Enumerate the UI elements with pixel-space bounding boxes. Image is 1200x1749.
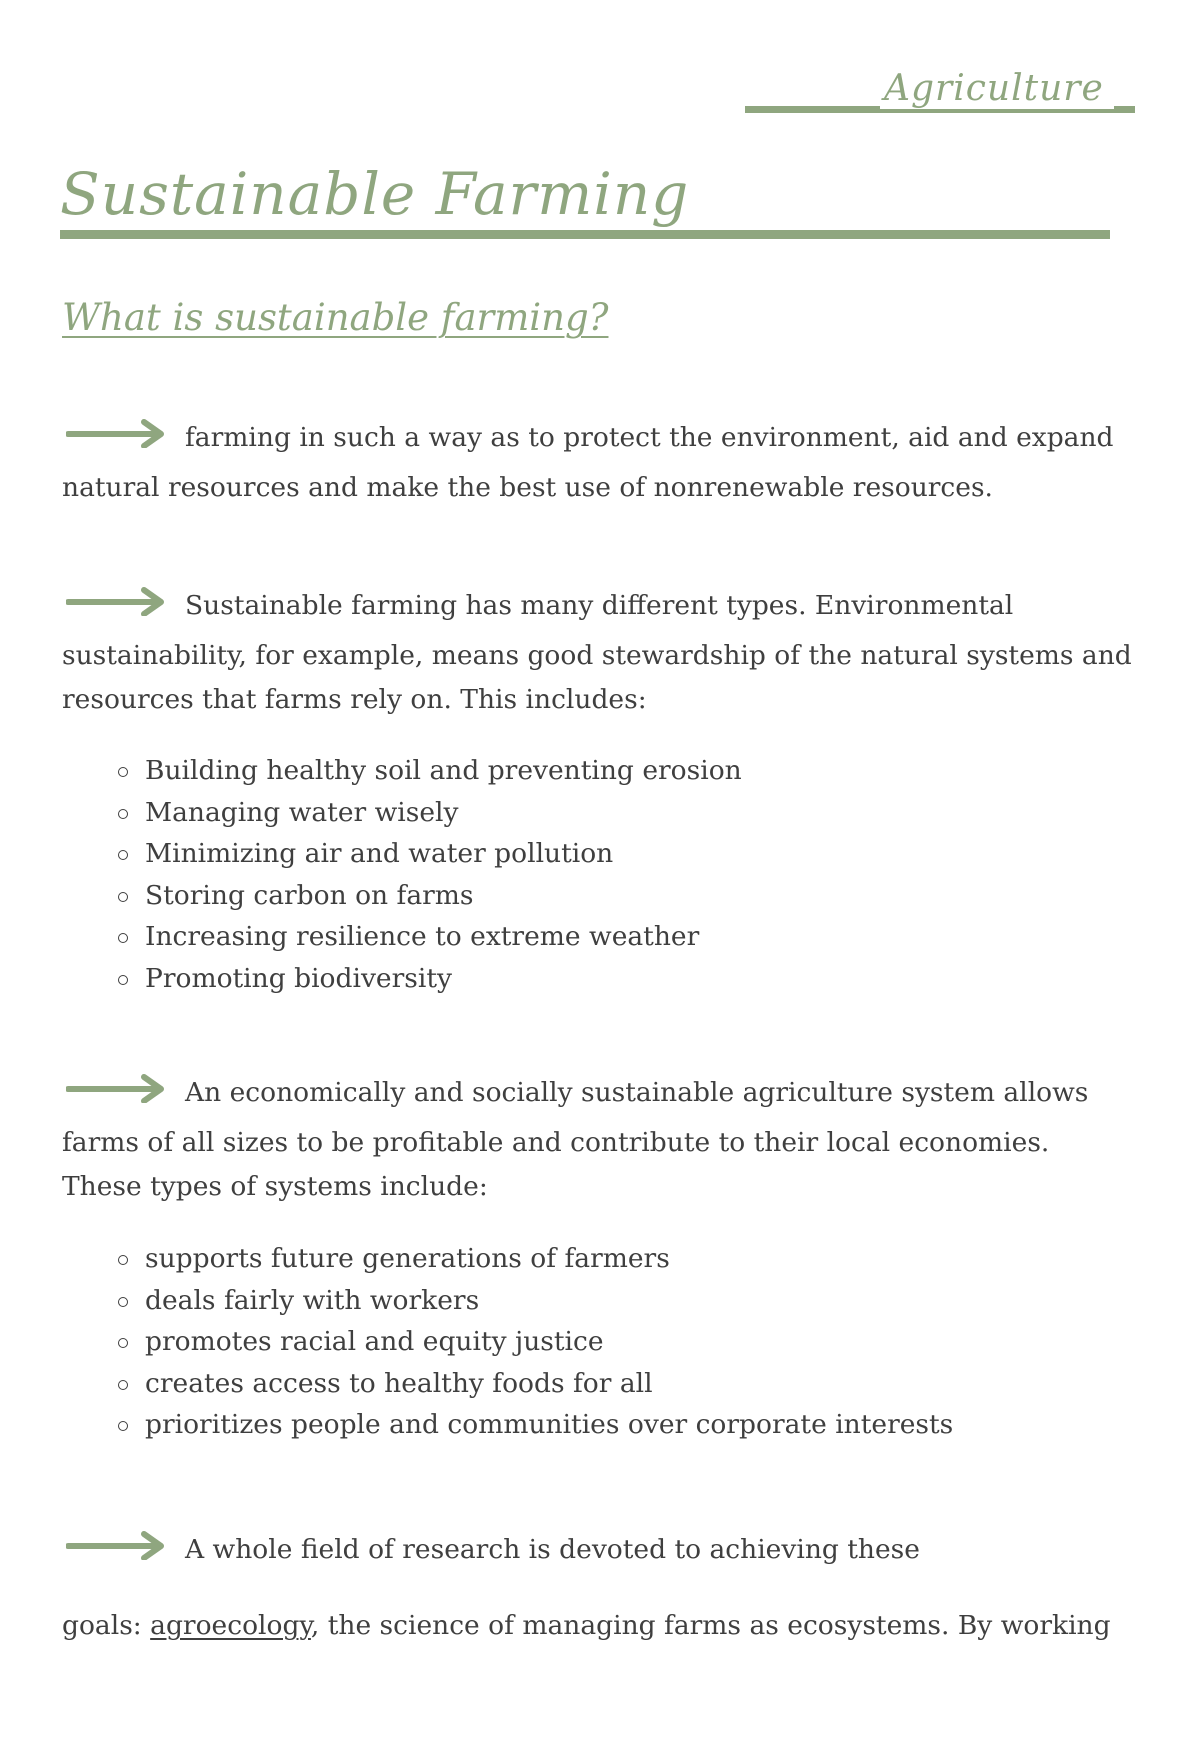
paragraph-4: [62, 1522, 1132, 1578]
paragraph-1: [62, 410, 1132, 510]
paragraph-3: [62, 1065, 1132, 1209]
paragraph-3-body: farms of all sizes to be profitable and contribute to their local economies. These types of systems include:: [62, 1127, 1050, 1202]
paragraph-2-body: sustainability, for example, means good stewardship of the natural systems and resources that farms rely on. This includes:: [62, 640, 1132, 715]
socioeconomic-list: [145, 1238, 953, 1446]
right-arrow-icon: [66, 1530, 166, 1560]
paragraph-1-body: natural resources and make the best use of nonrenewable resources.: [62, 472, 993, 503]
right-arrow-icon: [66, 1073, 166, 1103]
header-tag-text: Agriculture: [880, 68, 1114, 109]
paragraph-4-suffix: , the science of managing farms as ecosystems. By working: [310, 1610, 1111, 1641]
list-item: supports future generations of farmers: [145, 1238, 953, 1280]
title-block: [60, 160, 1110, 250]
paragraph-2: [62, 578, 1132, 722]
list-item: prioritizes people and communities over corporate interests: [145, 1404, 953, 1446]
title-rule: [60, 230, 1110, 239]
paragraph-4-prefix: goals:: [62, 1610, 151, 1641]
paragraph-1-lead: farming in such a way as to protect the environment, aid and expand: [185, 422, 1114, 453]
paragraph-4-body: [62, 1610, 1111, 1641]
list-item: promotes racial and equity justice: [145, 1321, 953, 1363]
agroecology-link[interactable]: agroecology: [150, 1610, 311, 1641]
header-tag: [745, 70, 1135, 114]
list-item: Storing carbon on farms: [145, 875, 742, 917]
list-item: deals fairly with workers: [145, 1280, 953, 1322]
paragraph-2-lead: Sustainable farming has many different types. Environmental: [185, 590, 1014, 621]
paragraph-3-lead: An economically and socially sustainable agriculture system allows: [185, 1077, 1089, 1108]
list-item: Increasing resilience to extreme weather: [145, 916, 742, 958]
section-heading: What is sustainable farming?: [62, 296, 609, 339]
list-item: Promoting biodiversity: [145, 958, 742, 1000]
list-item: creates access to healthy foods for all: [145, 1363, 953, 1405]
environmental-list: [145, 750, 742, 1000]
list-item: Minimizing air and water pollution: [145, 833, 742, 875]
paragraph-4-lead: A whole field of research is devoted to achieving these: [185, 1534, 920, 1565]
right-arrow-icon: [66, 586, 166, 616]
page-title: Sustainable Farming: [60, 160, 699, 228]
list-item: Building healthy soil and preventing erosion: [145, 750, 742, 792]
list-item: Managing water wisely: [145, 792, 742, 834]
right-arrow-icon: [66, 418, 166, 448]
